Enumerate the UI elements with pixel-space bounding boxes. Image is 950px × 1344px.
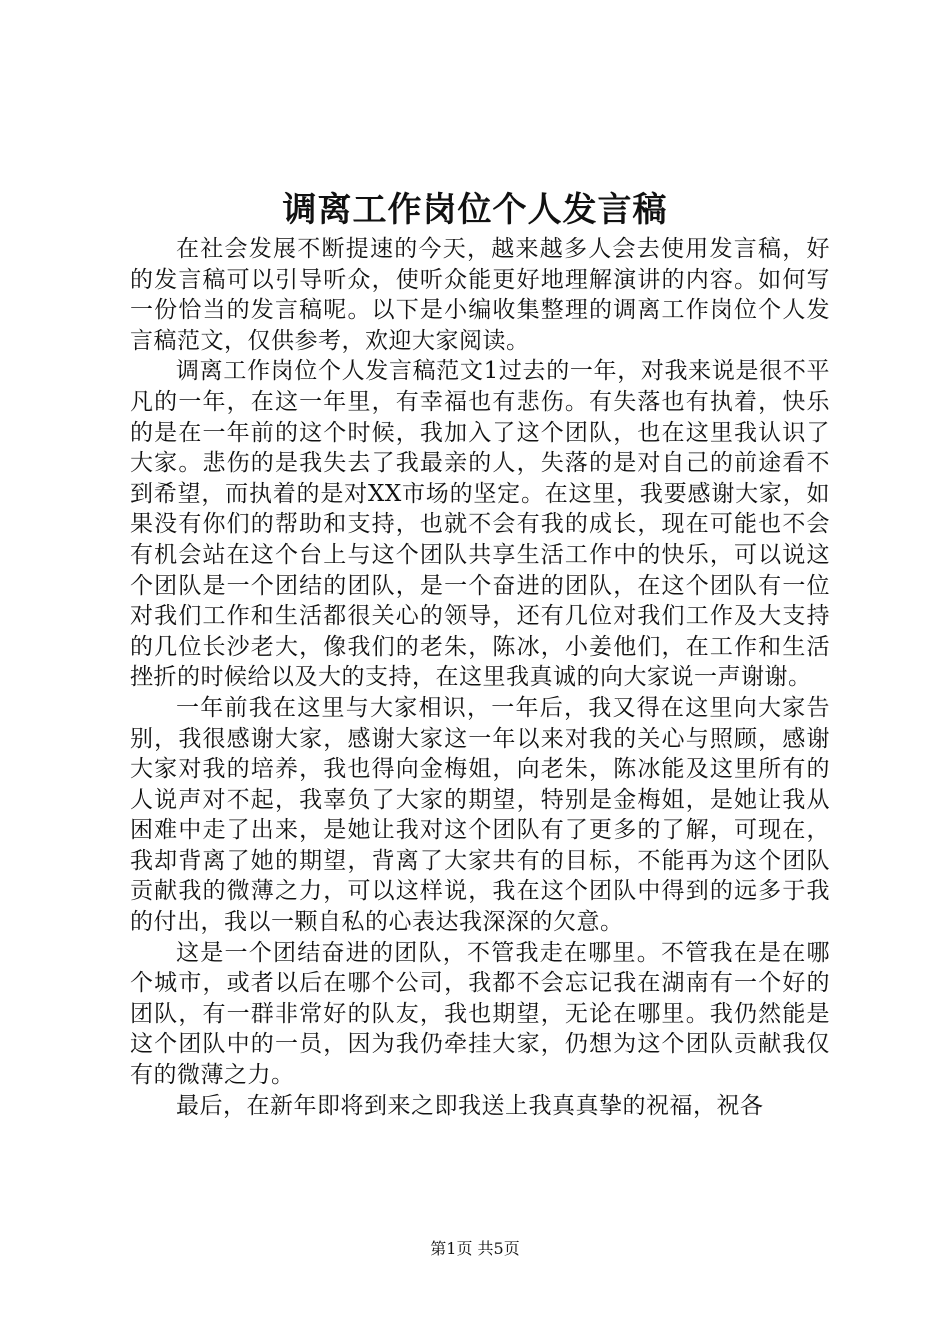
page-footer: 第1页 共5页	[430, 1239, 520, 1258]
document-body	[130, 234, 830, 1121]
document-title: 调离工作岗位个人发言稿	[282, 190, 668, 230]
paragraph-team: 这是一个团结奋进的团队，不管我走在哪里。不管我在是在哪个城市，或者以后在哪个公司，我都不会忘记我在湖南有一个好的团队，有一群非常好的队友，我也期望，无论在哪里。我仍然能是这个团队中的一员，因为我仍牵挂大家，仍想为这个团队贡献我仅有的微薄之力。	[130, 939, 830, 1089]
paragraph-intro: 在社会发展不断提速的今天，越来越多人会去使用发言稿，好的发言稿可以引导听众，使听众能更好地理解演讲的内容。如何写一份恰当的发言稿呢。以下是小编收集整理的调离工作岗位个人发言稿范文，仅供参考，欢迎大家阅读。	[130, 236, 830, 354]
paragraph-closing: 最后，在新年即将到来之即我送上我真真挚的祝福，祝各	[176, 1092, 764, 1119]
paragraph-sample-1: 调离工作岗位个人发言稿范文1过去的一年，对我来说是很不平凡的一年，在这一年里，有幸福也有悲伤。有失落也有执着，快乐的是在一年前的这个时候，我加入了这个团队，也在这里我认识了大家。悲伤的是我失去了我最亲的人，失落的是对自己的前途看不到希望，而执着的是对XX市场的坚定。在这里，我要感谢大家，如果没有你们的帮助和支持，也就不会有我的成长，现在可能也不会有机会站在这个台上与这个团队共享生活工作中的快乐，可以说这个团队是一个团结的团队，是一个奋进的团队，在这个团队有一位对我们工作和生活都很关心的领导，还有几位对我们工作及大支持的几位长沙老大，像我们的老朱，陈冰，小姜他们，在工作和生活挫折的时候给以及大的支持，在这里我真诚的向大家说一声谢谢。	[130, 358, 830, 691]
paragraph-farewell: 一年前我在这里与大家相识，一年后，我又得在这里向大家告别，我很感谢大家，感谢大家这一年以来对我的关心与照顾，感谢大家对我的培养，我也得向金梅姐，向老朱，陈冰能及这里所有的人说声对不起，我辜负了大家的期望，特别是金梅姐，是她让我从困难中走了出来，是她让我对这个团队有了更多的了解，可现在，我却背离了她的期望，背离了大家共有的目标，不能再为这个团队贡献我的微薄之力，可以这样说，我在这个团队中得到的远多于我的付出，我以一颗自私的心表达我深深的欠意。	[130, 694, 830, 936]
